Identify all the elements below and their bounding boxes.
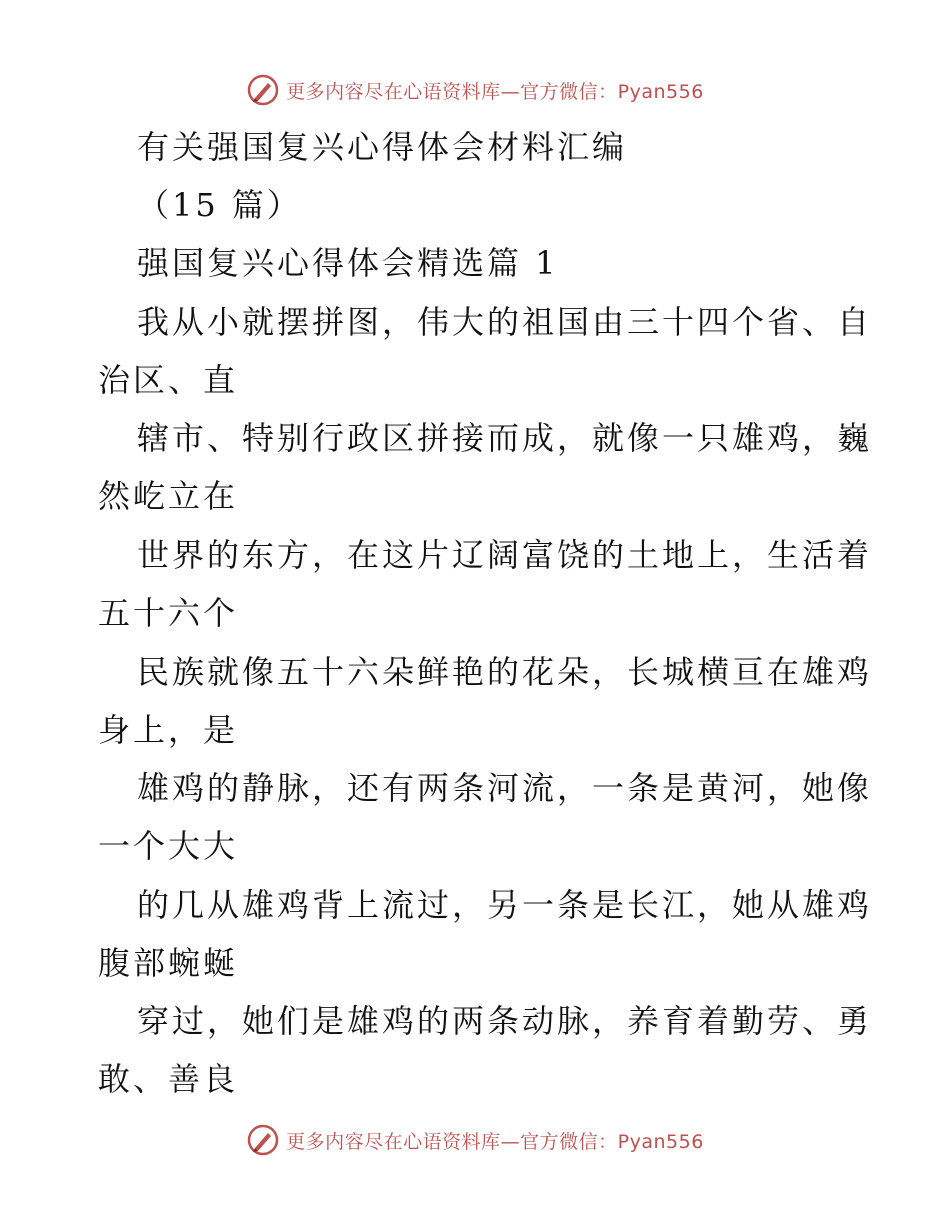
paragraph-line: 我从小就摆拼图，伟大的祖国由三十四个省、自 [137, 303, 873, 341]
paragraph-line: 雄鸡的静脉，还有两条河流，一条是黄河，她像 [137, 769, 873, 807]
paragraph-line: 辖市、特别行政区拼接而成，就像一只雄鸡，巍 [137, 419, 873, 457]
document-subtitle: （15 篇） [137, 186, 302, 224]
paragraph-line: 身上，是 [98, 711, 239, 749]
paragraph-line: 治区、直 [98, 361, 239, 399]
paragraph-line: 民族就像五十六朵鲜艳的花朵，长城横亘在雄鸡 [137, 653, 873, 691]
document-title: 有关强国复兴心得体会材料汇编 [137, 128, 628, 166]
paragraph-line: 腹部蜿蜒 [98, 944, 239, 982]
header-banner [0, 70, 950, 110]
paragraph-line: 的几从雄鸡背上流过，另一条是长江，她从雄鸡 [137, 886, 873, 924]
footer-banner [0, 1120, 950, 1160]
banner-text: 更多内容尽在心语资料库—官方微信：Pyan556 [286, 80, 704, 103]
pen-logo-icon [246, 73, 280, 107]
paragraph-line: 敢、善良 [98, 1060, 239, 1098]
paragraph-line: 世界的东方，在这片辽阔富饶的土地上，生活着 [137, 536, 873, 574]
pen-logo-icon [246, 1123, 280, 1157]
paragraph-line: 然屹立在 [98, 477, 239, 515]
paragraph-line: 五十六个 [98, 594, 239, 632]
section-heading: 强国复兴心得体会精选篇 1 [137, 244, 559, 282]
banner-text: 更多内容尽在心语资料库—官方微信：Pyan556 [286, 1130, 704, 1153]
paragraph-line: 一个大大 [98, 827, 239, 865]
paragraph-line: 穿过，她们是雄鸡的两条动脉，养育着勤劳、勇 [137, 1002, 873, 1040]
